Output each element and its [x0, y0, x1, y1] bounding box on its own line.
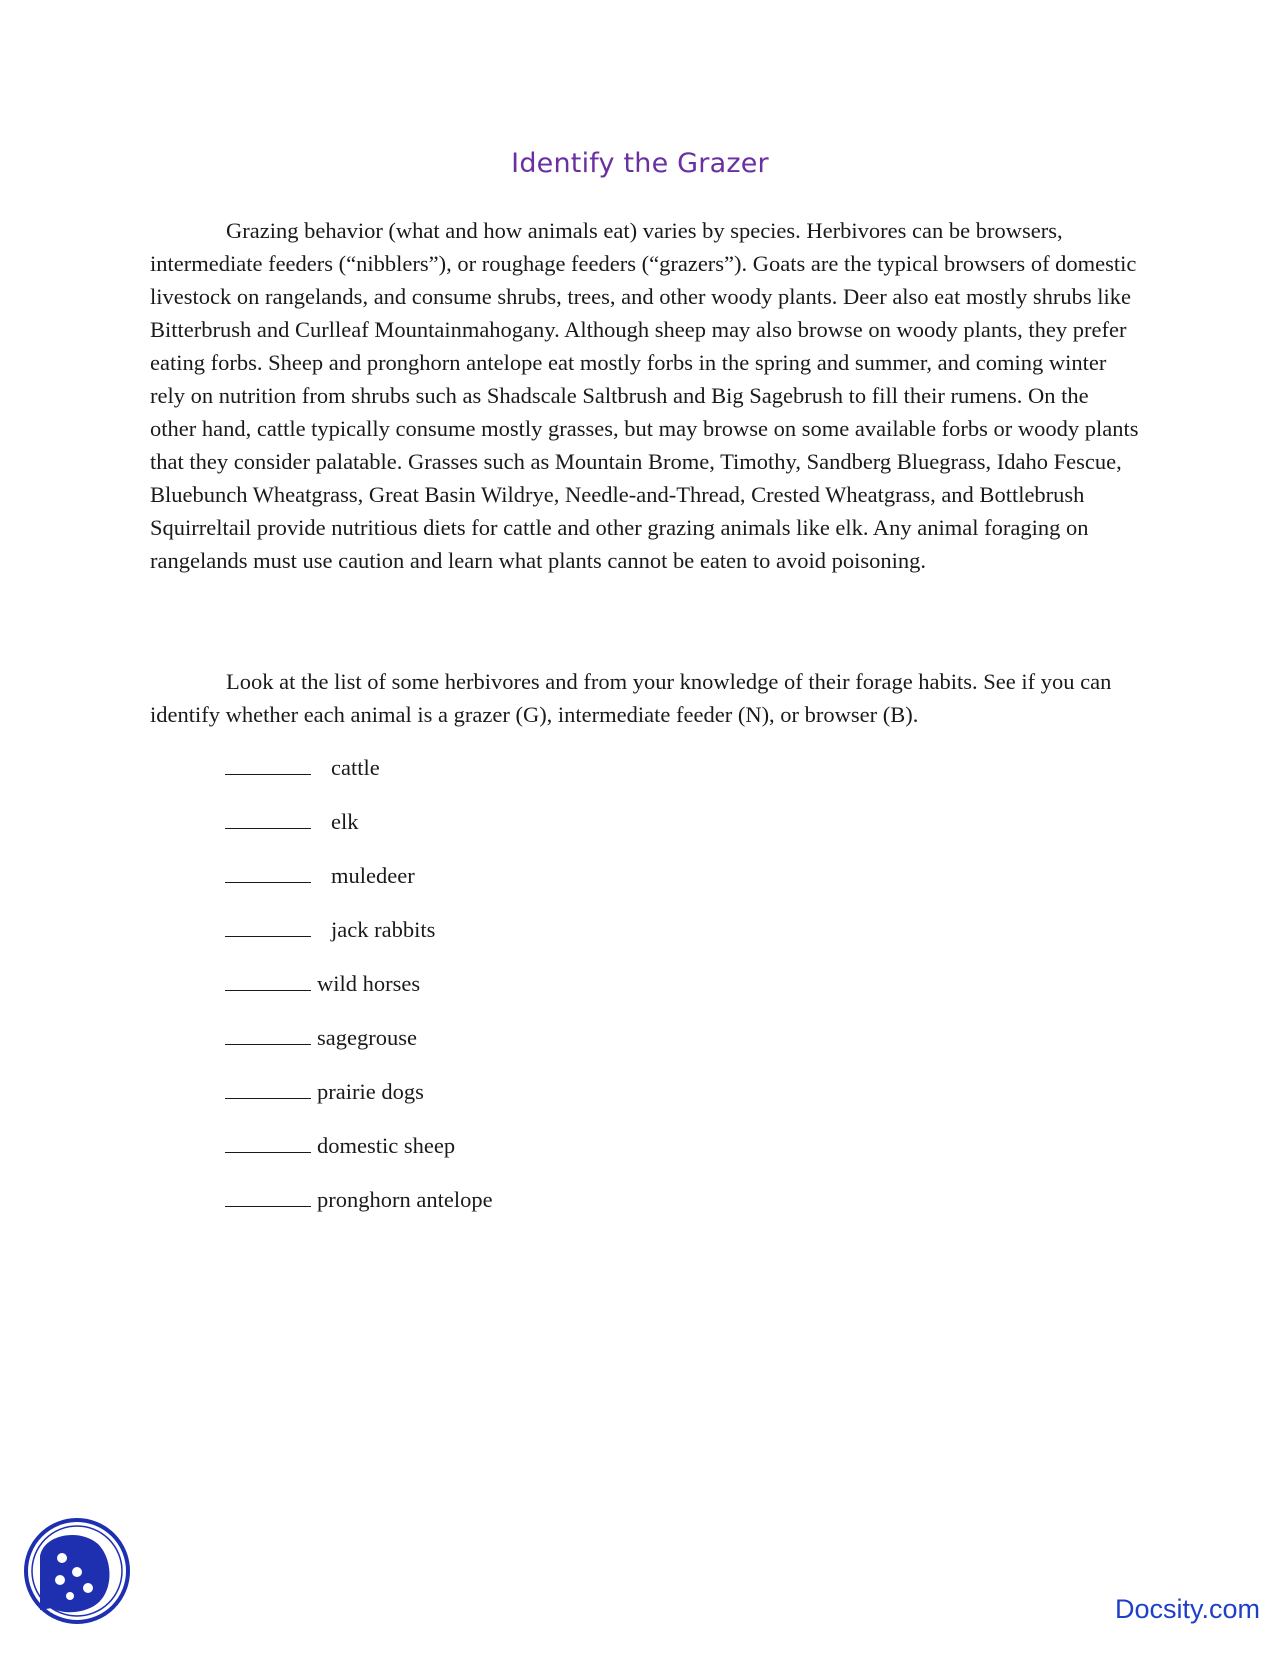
- answer-blank[interactable]: [225, 860, 311, 883]
- answer-list: [225, 752, 493, 1238]
- animal-label: elk: [331, 809, 359, 834]
- animal-label: domestic sheep: [317, 1133, 456, 1158]
- list-item: [225, 752, 493, 806]
- answer-blank[interactable]: [225, 968, 311, 991]
- instructions-paragraph: Look at the list of some herbivores and from your knowledge of their forage habits. See if you can identify whether each animal is a grazer (G), intermediate feeder (N), or browser (B).: [150, 669, 1112, 727]
- page-title: Identify the Grazer: [511, 148, 769, 179]
- list-item: [225, 806, 493, 860]
- animal-label: wild horses: [317, 971, 421, 996]
- answer-blank[interactable]: [225, 752, 311, 775]
- docsity-logo-icon[interactable]: [22, 1516, 132, 1626]
- answer-blank[interactable]: [225, 1130, 311, 1153]
- animal-label: sagegrouse: [317, 1025, 417, 1050]
- brand-link[interactable]: Docsity.com: [1114, 1594, 1260, 1624]
- animal-label: pronghorn antelope: [317, 1187, 493, 1212]
- answer-blank[interactable]: [225, 806, 311, 829]
- list-item: [225, 1076, 493, 1130]
- answer-blank[interactable]: [225, 1022, 311, 1045]
- animal-label: cattle: [331, 755, 380, 780]
- list-item: [225, 968, 493, 1022]
- animal-label: prairie dogs: [317, 1079, 424, 1104]
- animal-label: jack rabbits: [331, 917, 436, 942]
- list-item: [225, 1022, 493, 1076]
- answer-blank[interactable]: [225, 1076, 311, 1099]
- list-item: [225, 1130, 493, 1184]
- list-item: [225, 860, 493, 914]
- animal-label: muledeer: [331, 863, 415, 888]
- intro-paragraph: Grazing behavior (what and how animals eat) varies by species. Herbivores can be browsers, intermediate feeders (“nibblers”), or roughage feeders (“grazers”). Goats are the typical browsers of domestic livestock on rangelands, and consume shrubs, trees, and other woody plants. Deer also eat mostly shrubs like Bitterbrush and Curlleaf Mountainmahogany. Although sheep may also browse on woody plants, they prefer eating forbs. Sheep and pronghorn antelope eat mostly forbs in the spring and summer, and coming winter rely on nutrition from shrubs such as Shadscale Saltbrush and Big Sagebrush to fill their rumens. On the other hand, cattle typically consume mostly grasses, but may browse on some available forbs or woody plants that they consider palatable. Grasses such as Mountain Brome, Timothy, Sandberg Bluegrass, Idaho Fescue, Bluebunch Wheatgrass, Great Basin Wildrye, Needle-and-Thread, Crested Wheatgrass, and Bottlebrush Squirreltail provide nutritious diets for cattle and other grazing animals like elk. Any animal foraging on rangelands must use caution and learn what plants cannot be eaten to avoid poisoning.: [150, 218, 1139, 573]
- list-item: [225, 914, 493, 968]
- answer-blank[interactable]: [225, 914, 311, 937]
- list-item: [225, 1184, 493, 1238]
- answer-blank[interactable]: [225, 1184, 311, 1207]
